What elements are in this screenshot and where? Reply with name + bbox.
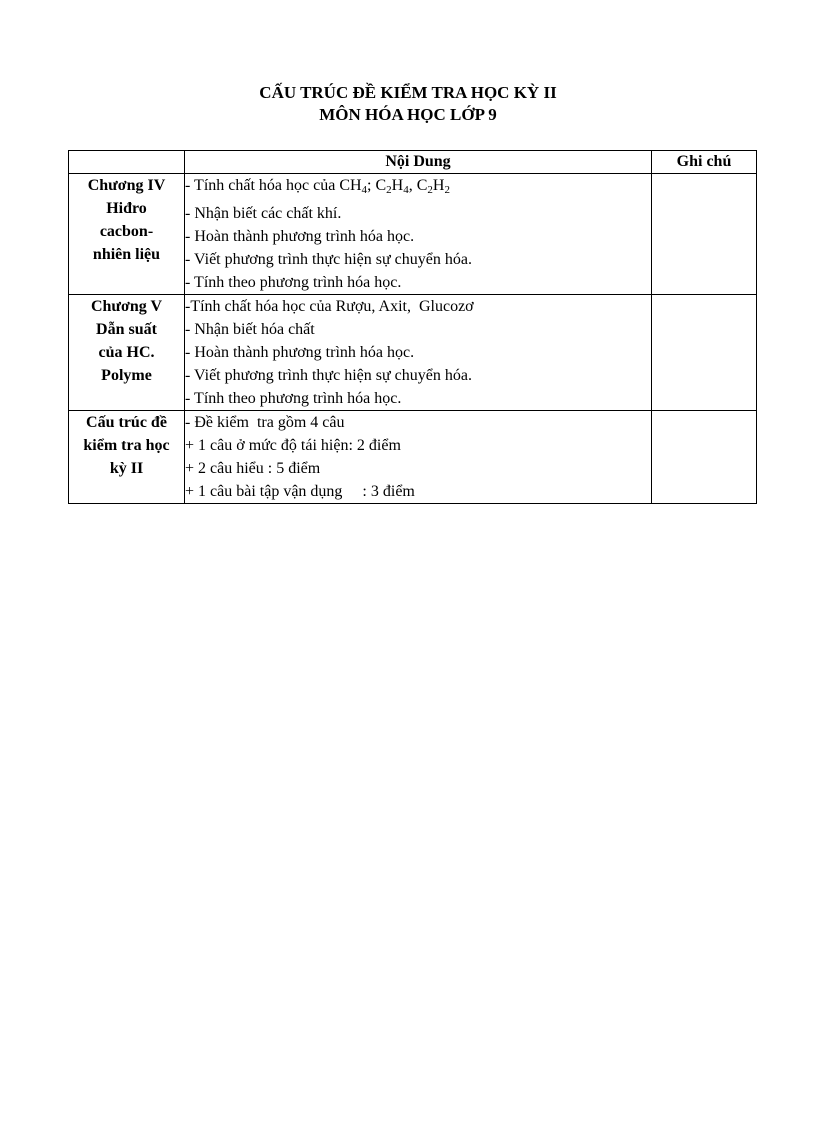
- chapter-line: của HC.: [98, 344, 155, 361]
- note-cell: [652, 411, 757, 504]
- content-line: + 1 câu bài tập vận dụng : 3 điểm: [185, 483, 415, 500]
- document-subtitle: MÔN HÓA HỌC LỚP 9: [319, 105, 497, 124]
- table-header-row: [69, 151, 757, 174]
- chapter-line: Hiđro: [106, 200, 147, 217]
- chapter-cell: [69, 411, 185, 504]
- content-line: -Tính chất hóa học của Rượu, Axit, Glucozơ: [185, 298, 474, 315]
- chapter-cell: [69, 174, 185, 295]
- content-line: - Viết phương trình thực hiện sự chuyển hóa.: [185, 367, 472, 384]
- content-line: + 1 câu ở mức độ tái hiện: 2 điểm: [185, 437, 401, 454]
- chapter-line: Cấu trúc đề: [86, 414, 167, 431]
- content-line: - Hoàn thành phương trình hóa học.: [185, 228, 415, 245]
- note-cell: [652, 174, 757, 295]
- column-header-note: Ghi chú: [652, 151, 757, 174]
- chapter-line: Chương V: [90, 298, 163, 315]
- content-cell: [185, 411, 652, 504]
- chapter-line: nhiên liệu: [92, 246, 161, 263]
- content-line: + 2 câu hiểu : 5 điểm: [185, 460, 321, 477]
- content-line: - Đề kiểm tra gồm 4 câu: [185, 414, 345, 431]
- chapter-line: Polyme: [101, 367, 152, 384]
- content-line: - Tính theo phương trình hóa học.: [185, 274, 402, 291]
- chapter-line: Dẫn suất: [96, 321, 157, 338]
- exam-structure-table: [68, 150, 757, 504]
- table-row: [69, 174, 757, 295]
- content-line: - Nhận biết hóa chất: [185, 321, 315, 338]
- content-line: - Viết phương trình thực hiện sự chuyển hóa.: [185, 251, 472, 268]
- chapter-line: cacbon-: [99, 223, 154, 240]
- table-row: [69, 295, 757, 411]
- column-header-chapter: [69, 151, 185, 174]
- chapter-line: Chương IV: [87, 177, 166, 194]
- content-line: - Tính theo phương trình hóa học.: [185, 390, 402, 407]
- note-cell: [652, 295, 757, 411]
- table-row: [69, 411, 757, 504]
- chapter-cell: [69, 295, 185, 411]
- content-cell: [185, 295, 652, 411]
- document-title: CẤU TRÚC ĐỀ KIỂM TRA HỌC KỲ II: [259, 83, 557, 102]
- content-line: - Nhận biết các chất khí.: [185, 205, 342, 222]
- chapter-line: kiểm tra học: [83, 437, 170, 454]
- content-line-formula: - Tính chất hóa học của $CH_4$; $C_2H_4$, $C_2H_2$: [185, 177, 450, 196]
- chapter-line: kỳ II: [109, 460, 144, 477]
- content-cell: [185, 174, 652, 295]
- column-header-content: Nội Dung: [185, 151, 652, 174]
- content-line: - Hoàn thành phương trình hóa học.: [185, 344, 415, 361]
